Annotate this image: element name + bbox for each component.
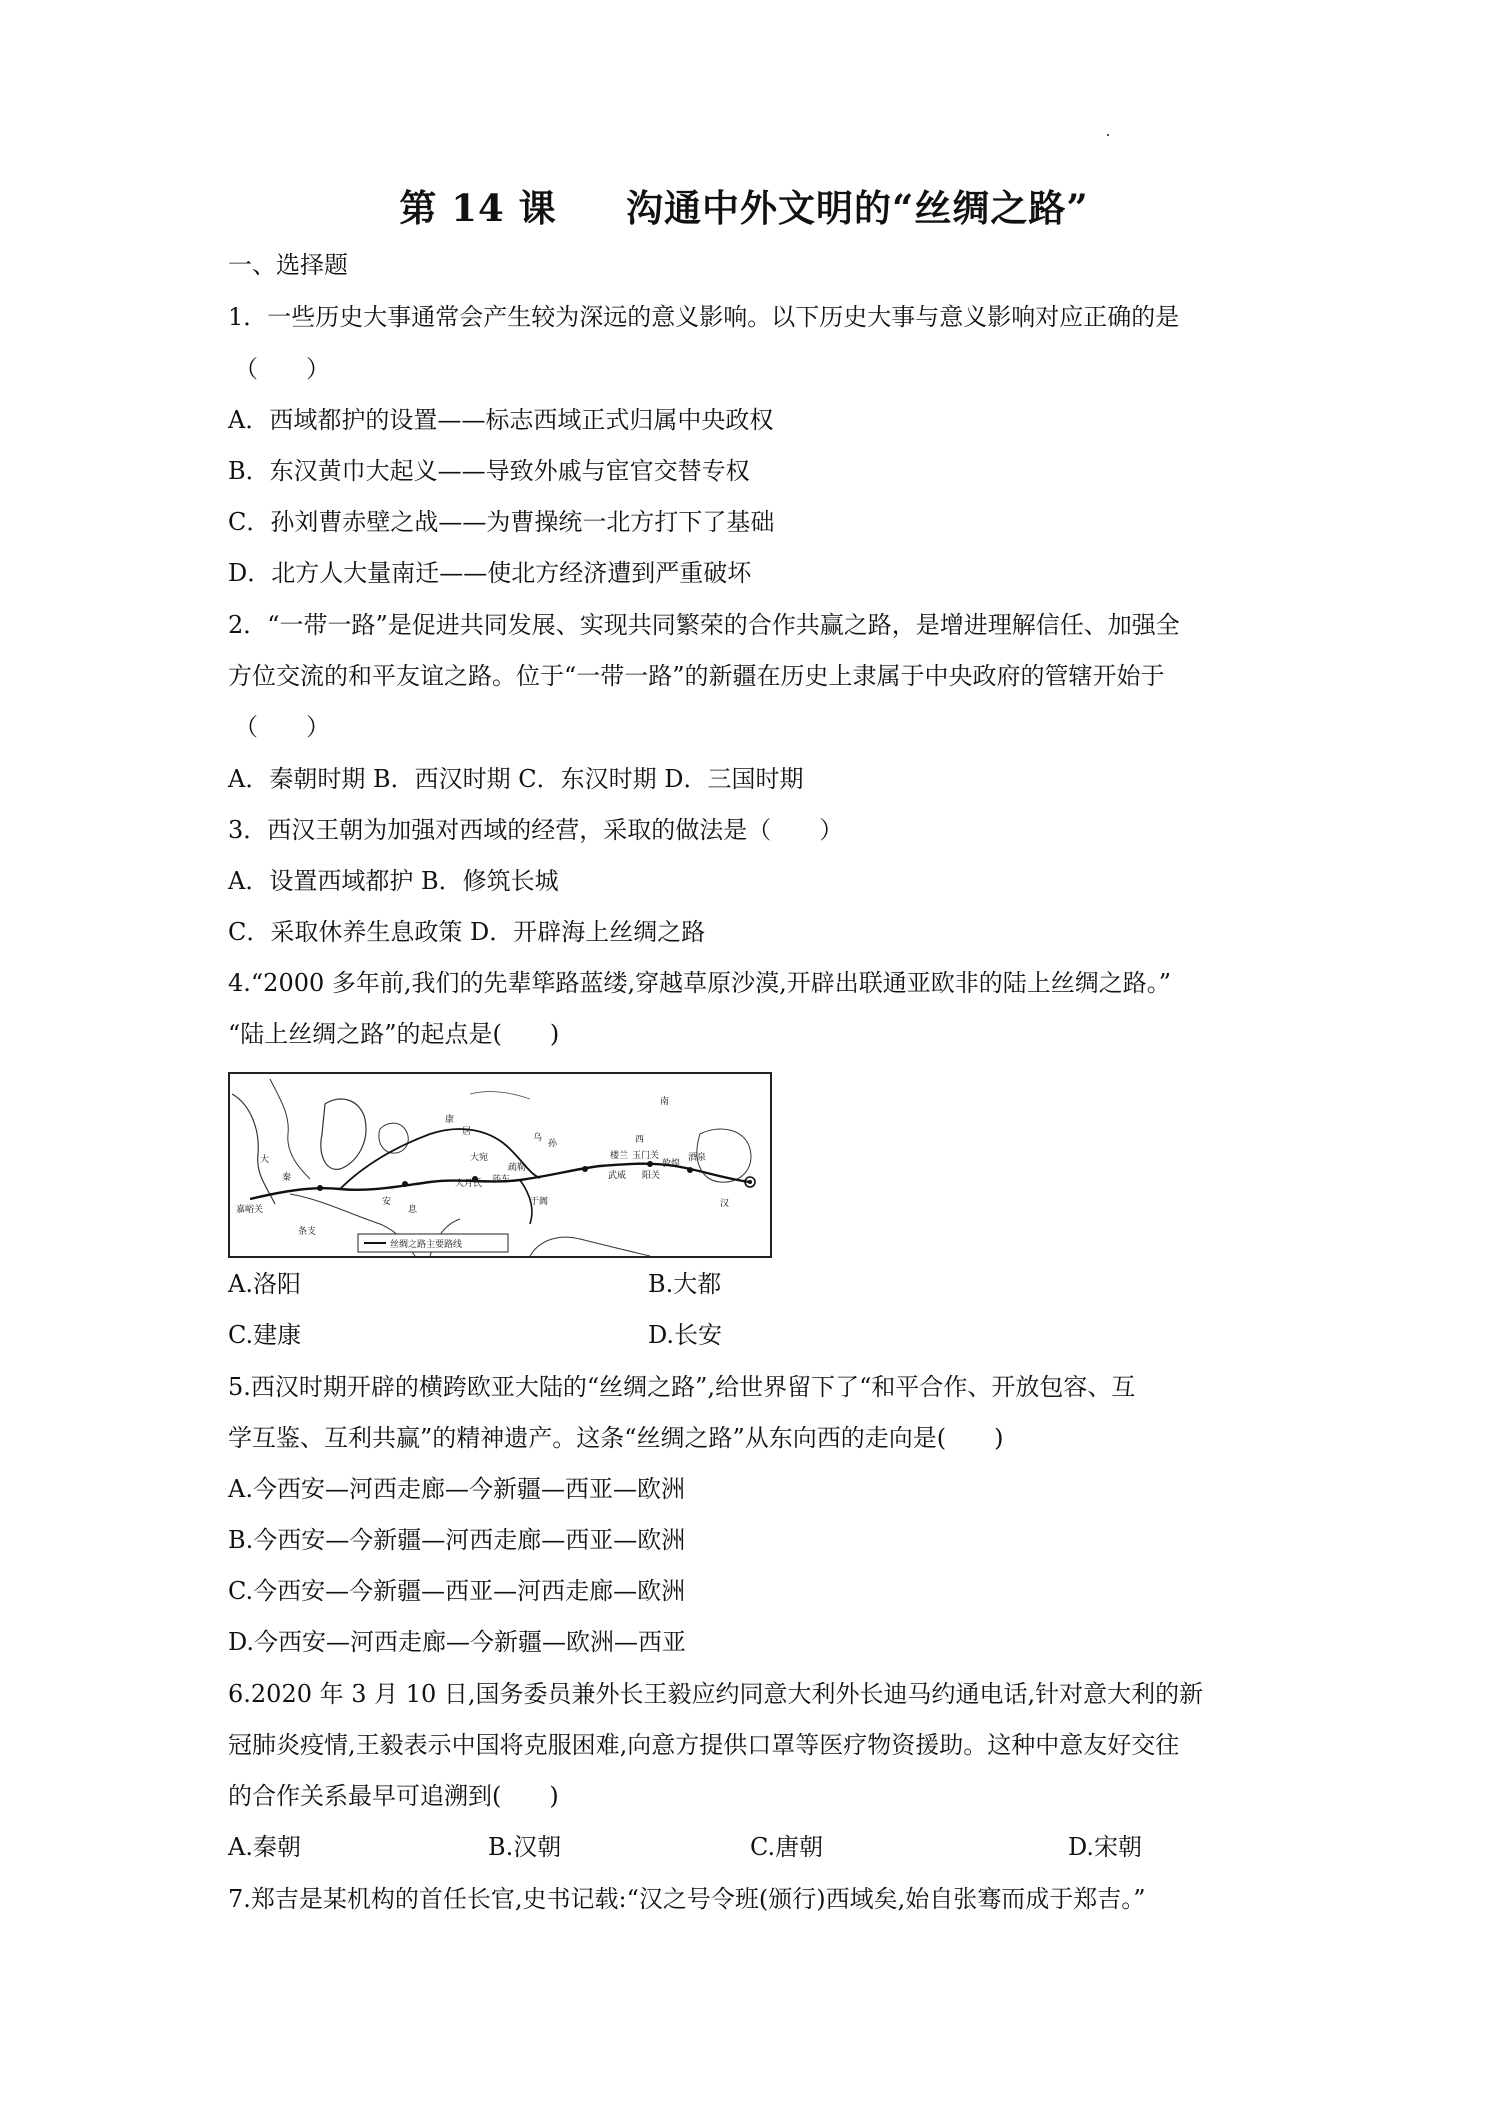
map-legend: 丝绸之路主要路线 bbox=[390, 1240, 463, 1250]
q5-stem-line2: 学互鉴、互利共赢”的精神遗产。这条“丝绸之路”从东向西的走向是( ) bbox=[228, 1424, 1004, 1452]
silk-road-map-svg bbox=[230, 1074, 770, 1256]
svg-text:大宛: 大宛 bbox=[470, 1153, 489, 1163]
q1-option-b: B．东汉黄巾大起义——导致外戚与宦官交替专权 bbox=[228, 457, 750, 485]
q6-option-b: B.汉朝 bbox=[488, 1833, 562, 1861]
page-title: 第 14 课 沟通中外文明的“丝绸之路” bbox=[399, 186, 1089, 230]
q5-option-c: C.今西安—今新疆—西亚—河西走廊—欧洲 bbox=[228, 1577, 686, 1605]
q6-option-c: C.唐朝 bbox=[750, 1833, 824, 1861]
q6-stem-line3: 的合作关系最早可追溯到( ) bbox=[228, 1782, 559, 1810]
svg-text:敦煌: 敦煌 bbox=[662, 1159, 681, 1169]
q5-option-a: A.今西安—河西走廊—今新疆—西亚—欧洲 bbox=[228, 1475, 685, 1503]
q2-stem-line2: 方位交流的和平友谊之路。位于“一带一路”的新疆在历史上隶属于中央政府的管辖开始于 bbox=[228, 662, 1165, 690]
q3-options-cd: C．采取休养生息政策 D．开辟海上丝绸之路 bbox=[228, 918, 706, 946]
svg-text:秦: 秦 bbox=[282, 1173, 292, 1183]
q4-option-c: C.建康 bbox=[228, 1321, 302, 1349]
q6-option-d: D.宋朝 bbox=[1068, 1833, 1143, 1861]
q5-option-b: B.今西安—今新疆—河西走廊—西亚—欧洲 bbox=[228, 1526, 686, 1554]
q4-option-b: B.大都 bbox=[648, 1270, 722, 1298]
q1-option-a: A．西域都护的设置——标志西域正式归属中央政权 bbox=[228, 406, 774, 434]
q4-option-a: A.洛阳 bbox=[228, 1270, 301, 1298]
q6-stem-line2: 冠肺炎疫情,王毅表示中国将克服困难,向意方提供口罩等医疗物资援助。这种中意友好交往 bbox=[228, 1731, 1180, 1759]
q4-stem-line1: 4.“2000 多年前,我们的先辈筚路蓝缕,穿越草原沙漠,开辟出联通亚欧非的陆上丝绸之路。” bbox=[228, 969, 1172, 997]
svg-text:乌: 乌 bbox=[533, 1133, 543, 1143]
q2-stem-line3: （ ） bbox=[234, 713, 330, 741]
svg-text:康: 康 bbox=[445, 1115, 455, 1125]
q4-stem-line2: “陆上丝绸之路”的起点是( ) bbox=[228, 1020, 560, 1048]
q5-stem-line1: 5.西汉时期开辟的横跨欧亚大陆的“丝绸之路”,给世界留下了“和平合作、开放包容、互 bbox=[228, 1373, 1136, 1401]
svg-text:大月氏: 大月氏 bbox=[455, 1179, 483, 1189]
section-heading: 一、选择题 bbox=[228, 251, 348, 279]
scan-speck bbox=[1107, 134, 1109, 136]
q3-stem: 3．西汉王朝为加强对西域的经营，采取的做法是（ ） bbox=[228, 816, 844, 844]
svg-text:西: 西 bbox=[635, 1135, 645, 1145]
svg-text:酒泉: 酒泉 bbox=[688, 1153, 707, 1163]
svg-text:息: 息 bbox=[408, 1205, 418, 1215]
q2-stem-line1: 2．“一带一路”是促进共同发展、实现共同繁荣的合作共赢之路，是增进理解信任、加强全 bbox=[228, 611, 1180, 639]
q3-options-ab: A．设置西域都护 B．修筑长城 bbox=[228, 867, 559, 895]
q4-option-d: D.长安 bbox=[648, 1321, 723, 1349]
svg-text:孙: 孙 bbox=[548, 1139, 558, 1149]
svg-text:疏勒: 疏勒 bbox=[508, 1163, 527, 1173]
q1-option-d: D．北方人大量南迁——使北方经济遭到严重破坏 bbox=[228, 559, 752, 587]
q1-option-c: C．孙刘曹赤壁之战——为曹操统一北方打下了基础 bbox=[228, 508, 775, 536]
q6-stem-line1: 6.2020 年 3 月 10 日,国务委员兼外长王毅应约同意大利外长迪马约通电话,针对意大利的新 bbox=[228, 1680, 1204, 1708]
q1-stem-line2: （ ） bbox=[234, 355, 330, 383]
svg-text:于阗: 于阗 bbox=[530, 1197, 549, 1207]
svg-text:楼兰: 楼兰 bbox=[610, 1151, 629, 1161]
svg-text:汉: 汉 bbox=[720, 1199, 730, 1209]
q7-stem-line1: 7.郑吉是某机构的首任长官,史书记载:“汉之号令班(颁行)西域矣,始自张骞而成于郑吉。” bbox=[228, 1885, 1146, 1913]
q1-stem-line1: 1．一些历史大事通常会产生较为深远的意义影响。以下历史大事与意义影响对应正确的是 bbox=[228, 303, 1180, 331]
q5-option-d: D.今西安—河西走廊—今新疆—欧洲—西亚 bbox=[228, 1628, 687, 1656]
svg-text:大: 大 bbox=[260, 1155, 270, 1165]
svg-text:南: 南 bbox=[660, 1097, 670, 1107]
svg-text:武威: 武威 bbox=[608, 1171, 627, 1181]
svg-text:阳关: 阳关 bbox=[642, 1171, 661, 1181]
svg-text:嘉峪关: 嘉峪关 bbox=[236, 1205, 264, 1215]
q6-option-a: A.秦朝 bbox=[228, 1833, 301, 1861]
svg-text:莎车: 莎车 bbox=[492, 1175, 511, 1185]
silk-road-map bbox=[228, 1072, 772, 1258]
q2-options: A．秦朝时期 B．西汉时期 C．东汉时期 D．三国时期 bbox=[228, 765, 804, 793]
svg-text:居: 居 bbox=[462, 1127, 472, 1137]
svg-text:玉门关: 玉门关 bbox=[632, 1151, 660, 1161]
svg-text:条支: 条支 bbox=[298, 1227, 317, 1237]
svg-text:安: 安 bbox=[382, 1197, 392, 1207]
